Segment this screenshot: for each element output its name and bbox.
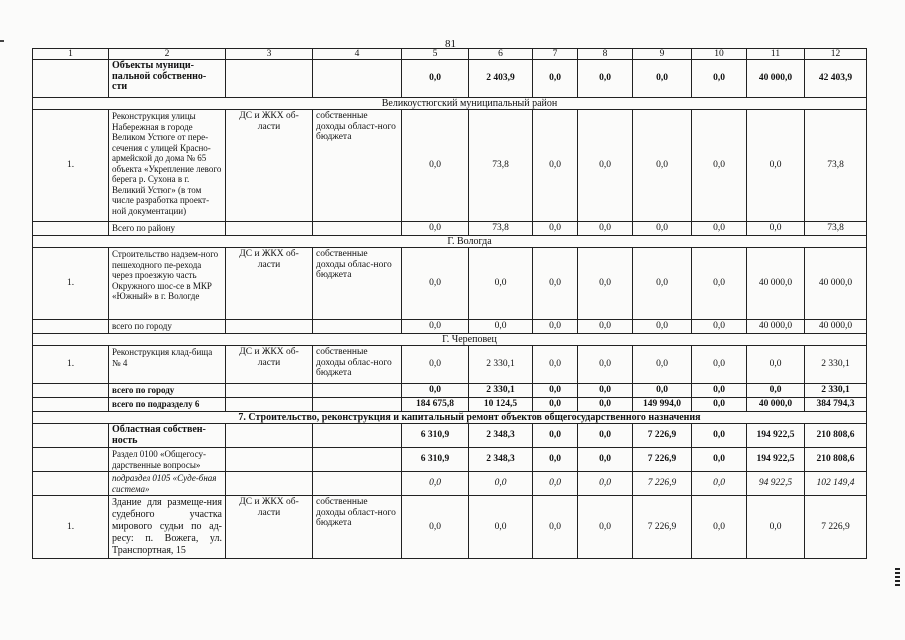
value-cell: 10 124,5 bbox=[469, 398, 533, 412]
value-cell: 0,0 bbox=[402, 472, 469, 496]
funding-source bbox=[313, 472, 402, 496]
object-name: Реконструкция улицы Набережная в городе Великом Устюге от пере-сечения с улицей Красно-армейской до дома № 65 объекта «Укрепление левого берега р. Сухона в г. Великий Устюг» (в том числе разработка проект-ной документации) bbox=[109, 110, 226, 222]
value-cell: 0,0 bbox=[578, 448, 633, 472]
value-cell: 0,0 bbox=[533, 448, 578, 472]
value-cell: 73,8 bbox=[469, 110, 533, 222]
value-cell: 73,8 bbox=[469, 222, 533, 236]
funding-source bbox=[313, 448, 402, 472]
value-cell: 0,0 bbox=[533, 472, 578, 496]
column-number: 11 bbox=[747, 49, 805, 60]
value-cell: 0,0 bbox=[692, 384, 747, 398]
executor bbox=[226, 60, 313, 98]
object-name: Объекты муници- пальной собственно- сти bbox=[109, 60, 226, 98]
section-heading: Великоустюгский муниципальный район bbox=[33, 98, 867, 110]
funding-source bbox=[313, 424, 402, 448]
object-row bbox=[33, 110, 867, 222]
column-number: 9 bbox=[633, 49, 692, 60]
executor: ДС и ЖКХ об- ласти bbox=[226, 110, 313, 222]
value-cell: 0,0 bbox=[692, 248, 747, 320]
value-cell: 7 226,9 bbox=[633, 424, 692, 448]
column-number: 4 bbox=[313, 49, 402, 60]
total-row bbox=[33, 472, 867, 496]
scan-mark bbox=[895, 568, 900, 588]
value-cell: 0,0 bbox=[402, 248, 469, 320]
column-number: 3 bbox=[226, 49, 313, 60]
budget-table bbox=[32, 48, 867, 559]
value-cell: 6 310,9 bbox=[402, 448, 469, 472]
value-cell: 0,0 bbox=[578, 496, 633, 559]
column-number: 12 bbox=[805, 49, 867, 60]
total-row bbox=[33, 384, 867, 398]
total-row bbox=[33, 398, 867, 412]
value-cell: 0,0 bbox=[402, 346, 469, 384]
page-number: 81 bbox=[445, 38, 456, 50]
total-row bbox=[33, 448, 867, 472]
value-cell: 0,0 bbox=[633, 222, 692, 236]
row-number: 1. bbox=[33, 346, 109, 384]
value-cell: 2 330,1 bbox=[805, 346, 867, 384]
column-number: 2 bbox=[109, 49, 226, 60]
value-cell: 0,0 bbox=[578, 248, 633, 320]
executor bbox=[226, 398, 313, 412]
object-name: Раздел 0100 «Общегосу-дарственные вопросы» bbox=[109, 448, 226, 472]
section-heading-row bbox=[33, 236, 867, 248]
executor bbox=[226, 320, 313, 334]
value-cell: 0,0 bbox=[633, 320, 692, 334]
value-cell: 0,0 bbox=[578, 222, 633, 236]
object-name: всего по городу bbox=[109, 320, 226, 334]
executor bbox=[226, 384, 313, 398]
section-heading: 7. Строительство, реконструкция и капитальный ремонт объектов общегосударственного назначения bbox=[33, 412, 867, 424]
value-cell: 94 922,5 bbox=[747, 472, 805, 496]
value-cell: 0,0 bbox=[747, 346, 805, 384]
total-row bbox=[33, 222, 867, 236]
object-name: Строительство надзем-ного пешеходного пе-рехода через проезжую часть Окружного шос-се в МКР «Южный» в г. Вологде bbox=[109, 248, 226, 320]
margin-mark bbox=[0, 40, 4, 42]
value-cell: 149 994,0 bbox=[633, 398, 692, 412]
row-number bbox=[33, 448, 109, 472]
value-cell: 0,0 bbox=[633, 248, 692, 320]
section-heading-row bbox=[33, 334, 867, 346]
funding-source: собственные доходы облас-ного бюджета bbox=[313, 248, 402, 320]
value-cell: 40 000,0 bbox=[805, 248, 867, 320]
section-heading: Г. Вологда bbox=[33, 236, 867, 248]
funding-source: собственные доходы облас-ного бюджета bbox=[313, 346, 402, 384]
value-cell: 210 808,6 bbox=[805, 424, 867, 448]
total-row bbox=[33, 320, 867, 334]
total-row bbox=[33, 424, 867, 448]
value-cell: 0,0 bbox=[469, 496, 533, 559]
object-row bbox=[33, 496, 867, 559]
object-name: Реконструкция клад-бища № 4 bbox=[109, 346, 226, 384]
value-cell: 0,0 bbox=[692, 60, 747, 98]
value-cell: 2 348,3 bbox=[469, 448, 533, 472]
value-cell: 0,0 bbox=[578, 472, 633, 496]
value-cell: 0,0 bbox=[692, 448, 747, 472]
value-cell: 0,0 bbox=[692, 110, 747, 222]
value-cell: 0,0 bbox=[747, 222, 805, 236]
value-cell: 40 000,0 bbox=[747, 398, 805, 412]
funding-source bbox=[313, 320, 402, 334]
executor bbox=[226, 472, 313, 496]
value-cell: 0,0 bbox=[578, 110, 633, 222]
value-cell: 0,0 bbox=[578, 424, 633, 448]
value-cell: 0,0 bbox=[469, 472, 533, 496]
row-number bbox=[33, 472, 109, 496]
funding-source: собственные доходы област-ного бюджета bbox=[313, 496, 402, 559]
value-cell: 42 403,9 bbox=[805, 60, 867, 98]
value-cell: 0,0 bbox=[402, 110, 469, 222]
funding-source bbox=[313, 222, 402, 236]
value-cell: 0,0 bbox=[633, 60, 692, 98]
value-cell: 2 403,9 bbox=[469, 60, 533, 98]
row-number bbox=[33, 60, 109, 98]
executor: ДС и ЖКХ об- ласти bbox=[226, 346, 313, 384]
row-number: 1. bbox=[33, 110, 109, 222]
value-cell: 0,0 bbox=[533, 222, 578, 236]
value-cell: 0,0 bbox=[692, 320, 747, 334]
value-cell: 0,0 bbox=[533, 346, 578, 384]
value-cell: 0,0 bbox=[633, 110, 692, 222]
object-name: Областная собствен- ность bbox=[109, 424, 226, 448]
value-cell: 40 000,0 bbox=[805, 320, 867, 334]
value-cell: 0,0 bbox=[578, 320, 633, 334]
value-cell: 0,0 bbox=[533, 384, 578, 398]
funding-source: собственные доходы област-ного бюджета bbox=[313, 110, 402, 222]
value-cell: 0,0 bbox=[533, 60, 578, 98]
value-cell: 0,0 bbox=[402, 384, 469, 398]
value-cell: 0,0 bbox=[747, 496, 805, 559]
value-cell: 0,0 bbox=[747, 384, 805, 398]
value-cell: 0,0 bbox=[633, 384, 692, 398]
value-cell: 0,0 bbox=[533, 424, 578, 448]
object-name: Здание для размеще-ния судебного участка мирового судьи по ад-ресу: п. Вожега, ул. Транспортная, 15 bbox=[109, 496, 226, 559]
value-cell: 194 922,5 bbox=[747, 424, 805, 448]
value-cell: 2 330,1 bbox=[469, 384, 533, 398]
value-cell: 0,0 bbox=[692, 398, 747, 412]
total-row bbox=[33, 60, 867, 98]
funding-source bbox=[313, 384, 402, 398]
object-name: всего по городу bbox=[109, 384, 226, 398]
object-row bbox=[33, 248, 867, 320]
object-row bbox=[33, 346, 867, 384]
value-cell: 2 348,3 bbox=[469, 424, 533, 448]
column-number: 1 bbox=[33, 49, 109, 60]
value-cell: 73,8 bbox=[805, 110, 867, 222]
value-cell: 0,0 bbox=[692, 222, 747, 236]
value-cell: 7 226,9 bbox=[633, 472, 692, 496]
column-number: 8 bbox=[578, 49, 633, 60]
value-cell: 0,0 bbox=[692, 496, 747, 559]
object-name: всего по подразделу 6 bbox=[109, 398, 226, 412]
value-cell: 210 808,6 bbox=[805, 448, 867, 472]
executor bbox=[226, 424, 313, 448]
executor bbox=[226, 222, 313, 236]
executor: ДС и ЖКХ об- ласти bbox=[226, 496, 313, 559]
value-cell: 0,0 bbox=[533, 398, 578, 412]
row-number bbox=[33, 384, 109, 398]
value-cell: 0,0 bbox=[469, 320, 533, 334]
value-cell: 7 226,9 bbox=[633, 448, 692, 472]
value-cell: 7 226,9 bbox=[805, 496, 867, 559]
value-cell: 0,0 bbox=[402, 320, 469, 334]
value-cell: 0,0 bbox=[533, 320, 578, 334]
value-cell: 0,0 bbox=[402, 60, 469, 98]
value-cell: 184 675,8 bbox=[402, 398, 469, 412]
value-cell: 0,0 bbox=[633, 346, 692, 384]
value-cell: 0,0 bbox=[533, 110, 578, 222]
value-cell: 0,0 bbox=[469, 248, 533, 320]
value-cell: 0,0 bbox=[533, 496, 578, 559]
column-number-row bbox=[33, 49, 867, 60]
value-cell: 0,0 bbox=[578, 398, 633, 412]
value-cell: 7 226,9 bbox=[633, 496, 692, 559]
column-number: 5 bbox=[402, 49, 469, 60]
value-cell: 0,0 bbox=[747, 110, 805, 222]
column-number: 6 bbox=[469, 49, 533, 60]
value-cell: 384 794,3 bbox=[805, 398, 867, 412]
value-cell: 40 000,0 bbox=[747, 60, 805, 98]
column-number: 7 bbox=[533, 49, 578, 60]
section-heading: Г. Череповец bbox=[33, 334, 867, 346]
column-number: 10 bbox=[692, 49, 747, 60]
value-cell: 0,0 bbox=[578, 60, 633, 98]
row-number: 1. bbox=[33, 496, 109, 559]
value-cell: 73,8 bbox=[805, 222, 867, 236]
value-cell: 0,0 bbox=[692, 424, 747, 448]
value-cell: 0,0 bbox=[533, 248, 578, 320]
executor: ДС и ЖКХ об- ласти bbox=[226, 248, 313, 320]
object-name: подраздел 0105 «Суде-бная система» bbox=[109, 472, 226, 496]
value-cell: 0,0 bbox=[692, 472, 747, 496]
executor bbox=[226, 448, 313, 472]
value-cell: 0,0 bbox=[578, 346, 633, 384]
value-cell: 194 922,5 bbox=[747, 448, 805, 472]
row-number: 1. bbox=[33, 248, 109, 320]
value-cell: 40 000,0 bbox=[747, 320, 805, 334]
section-heading-row bbox=[33, 98, 867, 110]
row-number bbox=[33, 222, 109, 236]
row-number bbox=[33, 320, 109, 334]
object-name: Всего по району bbox=[109, 222, 226, 236]
value-cell: 0,0 bbox=[578, 384, 633, 398]
value-cell: 0,0 bbox=[692, 346, 747, 384]
value-cell: 2 330,1 bbox=[805, 384, 867, 398]
value-cell: 2 330,1 bbox=[469, 346, 533, 384]
funding-source bbox=[313, 60, 402, 98]
value-cell: 6 310,9 bbox=[402, 424, 469, 448]
row-number bbox=[33, 398, 109, 412]
value-cell: 0,0 bbox=[402, 222, 469, 236]
value-cell: 0,0 bbox=[402, 496, 469, 559]
section-heading-row bbox=[33, 412, 867, 424]
value-cell: 102 149,4 bbox=[805, 472, 867, 496]
value-cell: 40 000,0 bbox=[747, 248, 805, 320]
funding-source bbox=[313, 398, 402, 412]
row-number bbox=[33, 424, 109, 448]
